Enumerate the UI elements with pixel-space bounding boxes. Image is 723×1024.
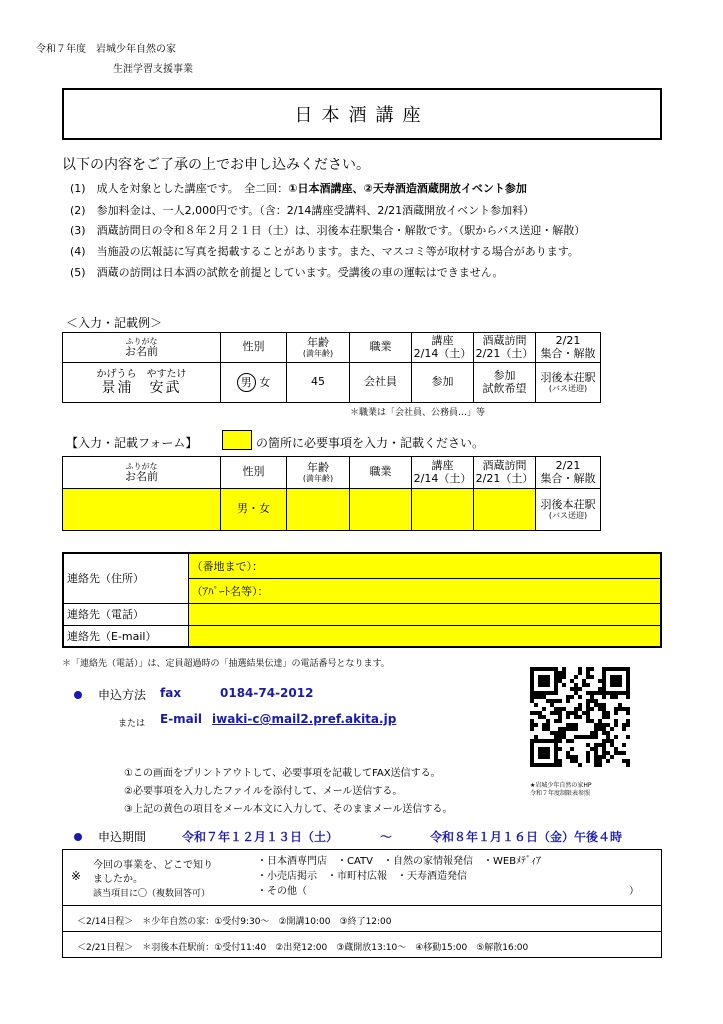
bullet-icon xyxy=(74,691,82,699)
address-line1-field[interactable]: （番地まで）： xyxy=(188,553,661,578)
step-1: ①この画面をプリントアウトして、必要事項を記載してFAX送信する。 xyxy=(124,768,441,779)
schedule-day2: ＜2/21日程＞ ＊羽後本荘駅前：①受付11:40 ②出発12:00 ③蔵開放13:10～ ④移動15:00 ⑤解散16:00 xyxy=(62,931,662,958)
entry-job-field[interactable] xyxy=(350,489,412,531)
bullet-icon xyxy=(74,833,82,841)
survey-options-1[interactable]: ・日本酒専門店 ・CATV ・自然の家情報発信 ・WEBﾒﾃﾞｨｱ xyxy=(257,856,542,867)
survey-options-2[interactable]: ・小売店掲示 ・市町村広報 ・天寿酒造発信 xyxy=(257,871,467,882)
email-field[interactable] xyxy=(188,625,661,647)
qr-code-icon[interactable] xyxy=(530,667,630,767)
note-item: (1) 成人を対象とした講座です。 全二回：①日本酒講座、②天寿酒造酒蔵開放イベント参加 xyxy=(70,182,527,195)
email-label: 連絡先（E-mail） xyxy=(63,625,188,647)
intro-text: 以下の内容をご了承の上でお申し込みください。 xyxy=(62,157,370,173)
example-name: 景浦 安武 xyxy=(101,380,182,397)
header-program: 生涯学習支援事業 xyxy=(113,64,193,75)
note-item: (5) 酒蔵の訪問は日本酒の試飲を前提としています。受講後の車の運転はできません。 xyxy=(70,266,504,279)
page-title: 日本酒講座 xyxy=(62,88,662,140)
form-instruction: の箇所に必要事項を入力・記載ください。 xyxy=(256,436,485,450)
qr-caption-2: 令和７年度制限表参照 xyxy=(530,790,591,797)
step-3: ③上記の黄色の項目をメール本文に入力して、そのままメール送信する。 xyxy=(124,804,453,815)
note-item: (3) 酒蔵訪問日の令和８年２月２１日（土）は、羽後本荘駅集合・解散です。（駅からバス送迎・解散） xyxy=(70,224,586,237)
header-org: 令和７年度 岩城少年自然の家 xyxy=(36,44,176,55)
survey-options-other[interactable]: ・その他（ xyxy=(257,886,307,897)
qr-caption-1: ★岩城少年自然の家HP xyxy=(530,782,592,789)
entry-gender-field[interactable]: 男・女 xyxy=(221,489,287,531)
period-start: 令和７年１２月１３日（土） xyxy=(182,830,339,844)
fax-label: fax xyxy=(160,686,182,700)
phone-field[interactable] xyxy=(188,603,661,625)
or-label: または xyxy=(118,719,146,729)
form-caption: 【入力・記載フォーム】 xyxy=(66,436,198,450)
fax-number: 0184-74-2012 xyxy=(220,686,314,700)
entry-age-field[interactable] xyxy=(287,489,350,531)
entry-table: ふりがな お名前 性別 年齢 (満年齢) 職業 講座 2/14（土） 酒蔵訪問 2/21（土） 2/21 集合・解散 男・女 羽後本荘駅 (バス送迎) xyxy=(62,456,601,531)
gender-circle: 男 xyxy=(237,373,256,392)
highlight-swatch xyxy=(222,430,252,450)
address-label: 連絡先（住所） xyxy=(63,553,188,603)
entry-name-field[interactable] xyxy=(63,489,221,531)
qr-module xyxy=(626,763,630,767)
period-label: 申込期間 xyxy=(98,830,147,844)
email-method-label: E-mail xyxy=(160,712,203,726)
period-tilde: ～ xyxy=(380,830,393,844)
survey-box: ※ 今回の事業を、どこで知り ましたか。 該当項目に〇（複数回答可） ・日本酒専門店 ・CATV ・自然の家情報発信 ・WEBﾒﾃﾞｨｱ ・小売店掲示 ・市町村広報 ・天寿酒造発信 ・その他（ ） xyxy=(62,849,662,906)
schedule-day1: ＜2/14日程＞ ＊少年自然の家：①受付9:30～ ②開講10:00 ③終了12:00 xyxy=(62,905,662,932)
example-table: ふりがな お名前 性別 年齢 (満年齢) 職業 講座 2/14（土） 酒蔵訪問 2/21（土） 2/21 集合・解散 かげうら やすたけ 景浦 安武 男 女 45 会社員 参加 参加 試飲希望 羽後本荘駅 (バス送迎) xyxy=(62,332,601,403)
contact-note: ＊「連絡先（電話）」は、定員超過時の「抽選結果伝達」の電話番号となります。 xyxy=(62,659,390,669)
phone-label: 連絡先（電話） xyxy=(63,603,188,625)
step-2: ②必要事項を入力したファイルを添付して、メール送信する。 xyxy=(124,786,403,797)
method-label: 申込方法 xyxy=(98,688,147,702)
entry-visit-field[interactable] xyxy=(474,489,536,531)
example-caption: ＜入力・記載例＞ xyxy=(66,316,163,330)
entry-course-field[interactable] xyxy=(412,489,474,531)
contact-table xyxy=(62,552,662,648)
period-end: 令和８年１月１６日（金）午後４時 xyxy=(430,830,623,844)
note-item: (2) 参加料金は、一人2,000円です。（含：2/14講座受講料、2/21酒蔵開放イベント参加料） xyxy=(70,204,535,217)
address-line2-field[interactable]: （ｱﾊﾟｰﾄ名等）： xyxy=(188,578,661,603)
note-item: (4) 当施設の広報誌に写真を掲載することがあります。また、マスコミ等が取材する場合があります。 xyxy=(70,245,579,258)
email-link[interactable]: iwaki-c@mail2.pref.akita.jp xyxy=(212,712,397,726)
job-footnote: ＊職業は「会社員、公務員…」等 xyxy=(350,408,486,418)
